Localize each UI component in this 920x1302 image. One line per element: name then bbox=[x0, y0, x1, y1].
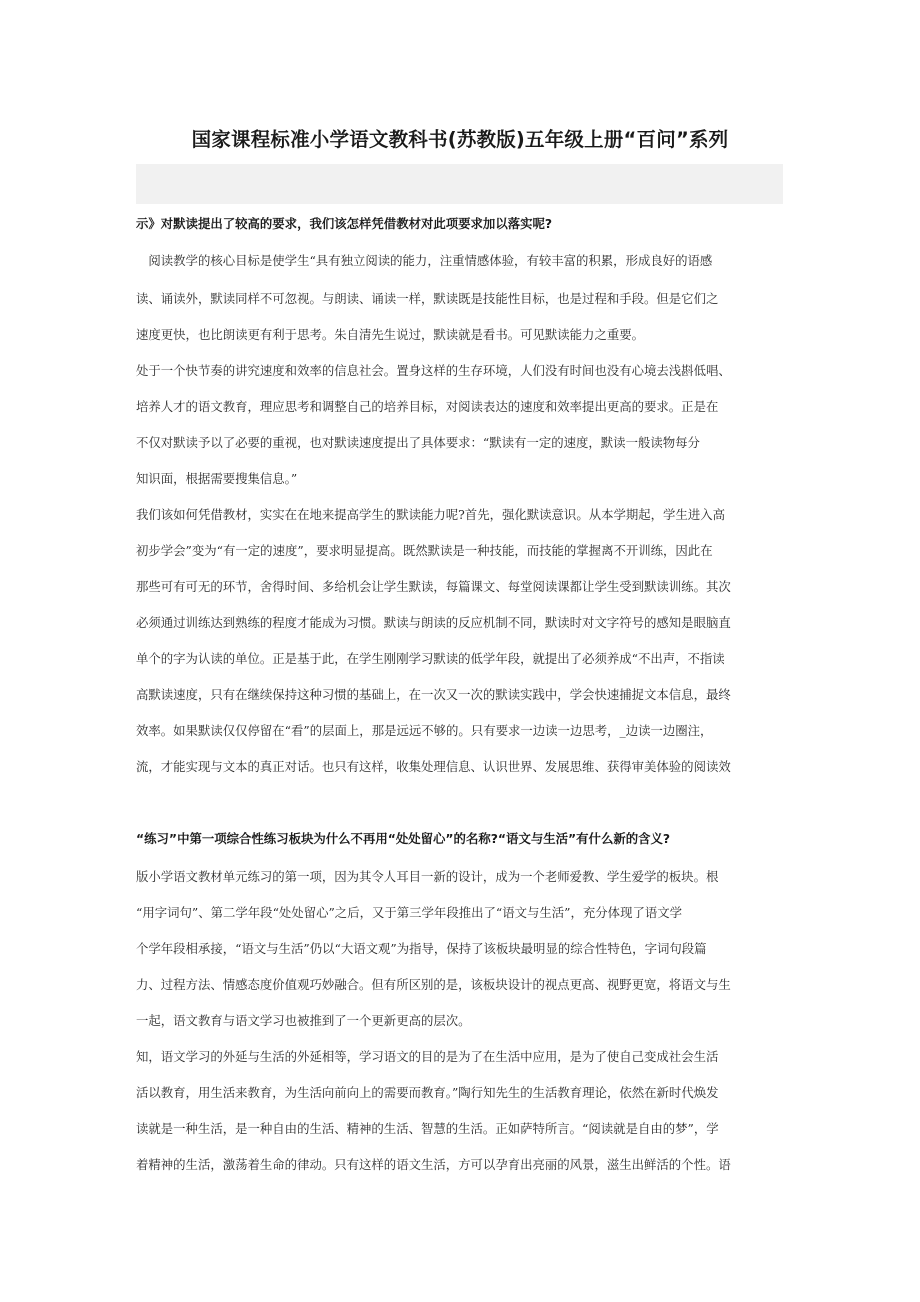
page-title: 国家课程标准小学语文教科书(苏教版)五年级上册“百问”系列 bbox=[191, 128, 729, 151]
section-2-line: 个学年段相承接，“语文与生活”仍以“大语文观”为指导，保持了该板块最明显的综合性特色，字词句段篇 bbox=[136, 941, 707, 956]
section-1-line: 必须通过训练达到熟练的程度才能成为习惯。默读与朗读的反应机制不同，默读时对文字符号的感知是眼脑直 bbox=[136, 615, 731, 630]
section-1-line: 单个的字为认读的单位。正是基于此，在学生刚刚学习默读的低学年段，就提出了必须养成“不出声，不指读 bbox=[136, 651, 725, 666]
document-body bbox=[136, 0, 783, 1302]
section-1-line: 初步学会”变为“有一定的速度”，要求明显提高。既然默读是一种技能，而技能的掌握离不开训练，因此在 bbox=[136, 543, 713, 558]
section-1-line: 处于一个快节奏的讲究速度和效率的信息社会。置身这样的生存环境，人们没有时间也没有心境去浅斟低唱、 bbox=[136, 363, 731, 378]
section-1-line: 效率。如果默读仅仅停留在“看”的层面上，那是远远不够的。只有要求一边读一边思考，_边读一边圈注， bbox=[136, 723, 713, 738]
section-2-line: “用字词句”、第二学年段“处处留心”之后，又于第三学年段推出了“语文与生活”，充分体现了语文学 bbox=[136, 905, 683, 920]
section-1-line: 那些可有可无的环节，舍得时间、多给机会让学生默读，每篇课文、每堂阅读课都让学生受到默读训练。其次 bbox=[136, 579, 731, 594]
section-2-line: 活以教育，用生活来教育，为生活向前向上的需要而教育。”陶行知先生的生活教育理论，依然在新时代焕发 bbox=[136, 1085, 719, 1100]
section-1-line: 阅读教学的核心目标是使学生“具有独立阅读的能力，注重情感体验，有较丰富的积累，形成良好的语感 bbox=[136, 253, 713, 268]
section-2-line: 一起，语文教育与语文学习也被推到了一个更新更高的层次。 bbox=[136, 1013, 471, 1028]
section-1-line: 读、诵读外，默读同样不可忽视。与朗读、诵读一样，默读既是技能性目标，也是过程和手段。但是它们之 bbox=[136, 291, 719, 306]
section-1-line: 流，才能实现与文本的真正对话。也只有这样，收集处理信息、认识世界、发展思维、获得审美体验的阅读效 bbox=[136, 759, 731, 774]
section-2-question: “练习”中第一项综合性练习板块为什么不再用“处处留心”的名称?“语文与生活”有什么新的含义? bbox=[136, 831, 671, 846]
section-2-line: 着精神的生活，激荡着生命的律动。只有这样的语文生活，方可以孕育出亮丽的风景，滋生出鲜活的个性。语 bbox=[136, 1157, 731, 1172]
section-1-line: 我们该如何凭借教材，实实在在地来提高学生的默读能力呢?首先，强化默读意识。从本学期起，学生进入高 bbox=[136, 507, 726, 522]
section-1-line: 知识面，根据需要搜集信息。” bbox=[136, 471, 298, 486]
section-1-line: 高默读速度，只有在继续保持这种习惯的基础上，在一次又一次的默读实践中，学会快速捕捉文本信息，最终 bbox=[136, 687, 731, 702]
section-2-line: 知，语文学习的外延与生活的外延相等，学习语文的目的是为了在生活中应用，是为了使自己变成社会生活 bbox=[136, 1049, 719, 1064]
section-1-question: 示》对默读提出了较高的要求，我们该怎样凭借教材对此项要求加以落实呢? bbox=[136, 216, 553, 231]
section-1-line: 培养人才的语文教育，理应思考和调整自己的培养目标，对阅读表达的速度和效率提出更高的要求。正是在 bbox=[136, 399, 719, 414]
section-2-line: 读就是一种生活，是一种自由的生活、精神的生活、智慧的生活。正如萨特所言。“阅读就是自由的梦”，学 bbox=[136, 1121, 719, 1136]
section-1-line: 不仅对默读予以了必要的重视，也对默读速度提出了具体要求：“默读有一定的速度，默读一般读物每分 bbox=[136, 435, 700, 450]
section-1-line: 速度更快，也比朗读更有利于思考。朱自清先生说过，默读就是看书。可见默读能力之重要。 bbox=[136, 327, 645, 342]
section-2-line: 版小学语文教材单元练习的第一项，因为其令人耳目一新的设计，成为一个老师爱教、学生爱学的板块。根 bbox=[136, 869, 719, 884]
section-2-line: 力、过程方法、情感态度价值观巧妙融合。但有所区别的是，该板块设计的视点更高、视野更宽，将语文与生 bbox=[136, 977, 731, 992]
